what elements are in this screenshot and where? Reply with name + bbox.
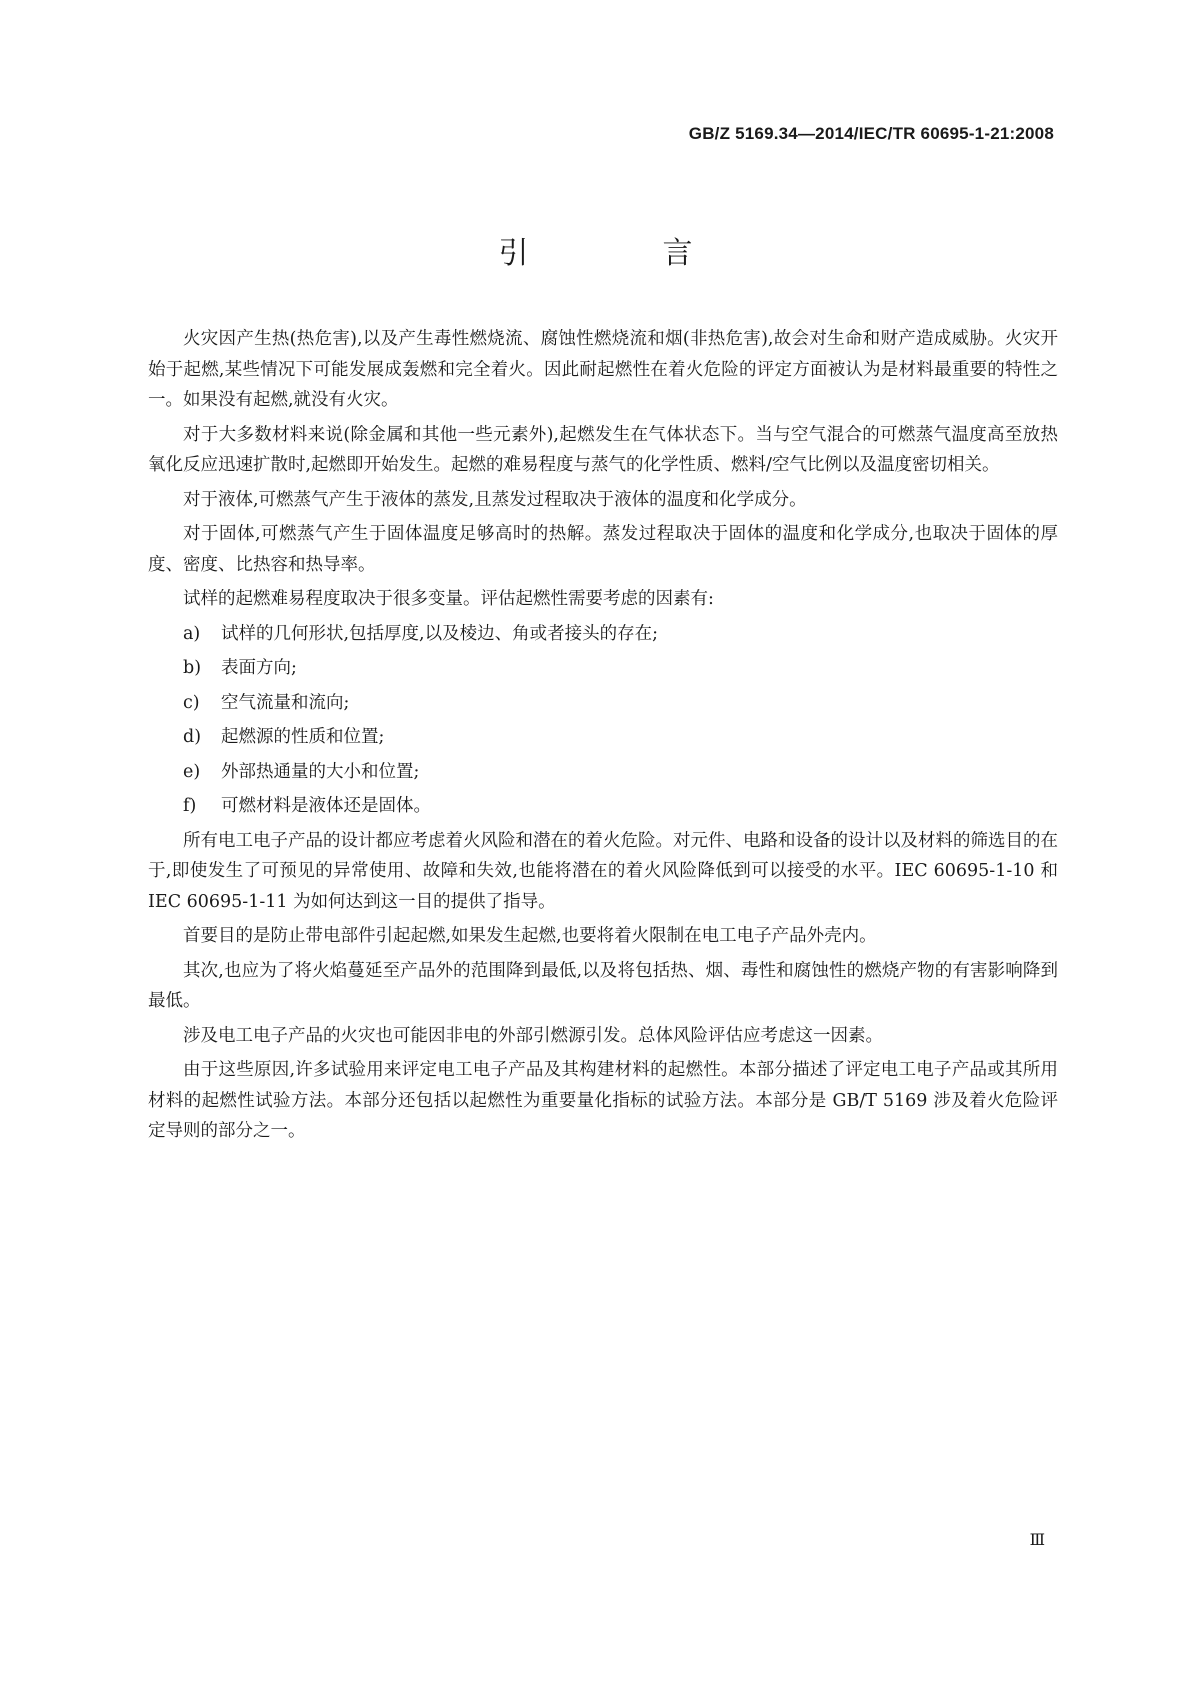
list-item-text: 外部热通量的大小和位置; — [221, 761, 420, 782]
paragraph-gas-ignition: 对于大多数材料来说(除金属和其他一些元素外),起燃发生在气体状态下。当与空气混合的可燃蒸气温度高至放热氧化反应迅速扩散时,起燃即开始发生。起燃的难易程度与蒸气的化学性质、燃料/空气比例以及温度密切相关。 — [148, 424, 1058, 475]
list-item-marker: f) — [183, 796, 197, 816]
list-item — [148, 688, 1058, 719]
paragraph-secondary-objective: 其次,也应为了将火焰蔓延至产品外的范围降到最低,以及将包括热、烟、毒性和腐蚀性的燃烧产物的有害影响降到最低。 — [148, 960, 1058, 1011]
list-item-marker: d) — [183, 727, 202, 747]
paragraph-factors-intro: 试样的起燃难易程度取决于很多变量。评估起燃性需要考虑的因素有: — [183, 589, 714, 609]
list-item-text: 表面方向; — [221, 658, 297, 678]
list-item-marker: a) — [183, 623, 201, 644]
list-item — [148, 619, 1058, 650]
list-item — [148, 653, 1058, 684]
page-title: 引 言 — [498, 236, 745, 271]
list-item — [148, 791, 1058, 822]
paragraph-design-considerations: 所有电工电子产品的设计都应考虑着火风险和潜在的着火危险。对元件、电路和设备的设计以及材料的筛选目的在于,即使发生了可预见的异常使用、故障和失效,也能将潜在的着火风险降低到可以接受的水平。IEC 60695-1-10 和 IEC 60695-1-11 为如何达到这一目的提供了指导。 — [148, 830, 1058, 912]
list-item-text: 试样的几何形状,包括厚度,以及棱边、角或者接头的存在; — [221, 623, 659, 644]
list-item — [148, 722, 1058, 753]
paragraph-external-ignition: 涉及电工电子产品的火灾也可能因非电的外部引燃源引发。总体风险评估应考虑这一因素。 — [183, 1025, 883, 1046]
paragraph-scope: 由于这些原因,许多试验用来评定电工电子产品及其构建材料的起燃性。本部分描述了评定电工电子产品或其所用材料的起燃性试验方法。本部分还包括以起燃性为重要量化指标的试验方法。本部分是 GB/T 5169 涉及着火危险评定导则的部分之一。 — [148, 1060, 1058, 1141]
page-number: Ⅲ — [1029, 1530, 1045, 1549]
paragraph-liquids: 对于液体,可燃蒸气产生于液体的蒸发,且蒸发过程取决于液体的温度和化学成分。 — [183, 489, 807, 510]
list-item-text: 可燃材料是液体还是固体。 — [221, 796, 431, 816]
list-item-marker: b) — [183, 658, 202, 678]
list-item — [148, 757, 1058, 788]
list-item-text: 起燃源的性质和位置; — [221, 727, 385, 747]
list-item-marker: c) — [183, 692, 200, 713]
paragraph-primary-objective: 首要目的是防止带电部件引起起燃,如果发生起燃,也要将着火限制在电工电子产品外壳内。 — [183, 926, 877, 946]
paragraph-solids: 对于固体,可燃蒸气产生于固体温度足够高时的热解。蒸发过程取决于固体的温度和化学成分,也取决于固体的厚度、密度、比热容和热导率。 — [148, 524, 1058, 575]
list-item-text: 空气流量和流向; — [221, 692, 350, 713]
document-body — [148, 324, 1058, 1151]
paragraph-fire-hazards: 火灾因产生热(热危害),以及产生毒性燃烧流、腐蚀性燃烧流和烟(非热危害),故会对生命和财产造成威胁。火灾开始于起燃,某些情况下可能发展成轰燃和完全着火。因此耐起燃性在着火危险的评定方面被认为是材料最重要的特性之一。如果没有起燃,就没有火灾。 — [148, 329, 1058, 410]
document-standard-number: GB/Z 5169.34—2014/IEC/TR 60695-1-21:2008 — [688, 124, 1054, 143]
list-item-marker: e) — [183, 761, 201, 782]
